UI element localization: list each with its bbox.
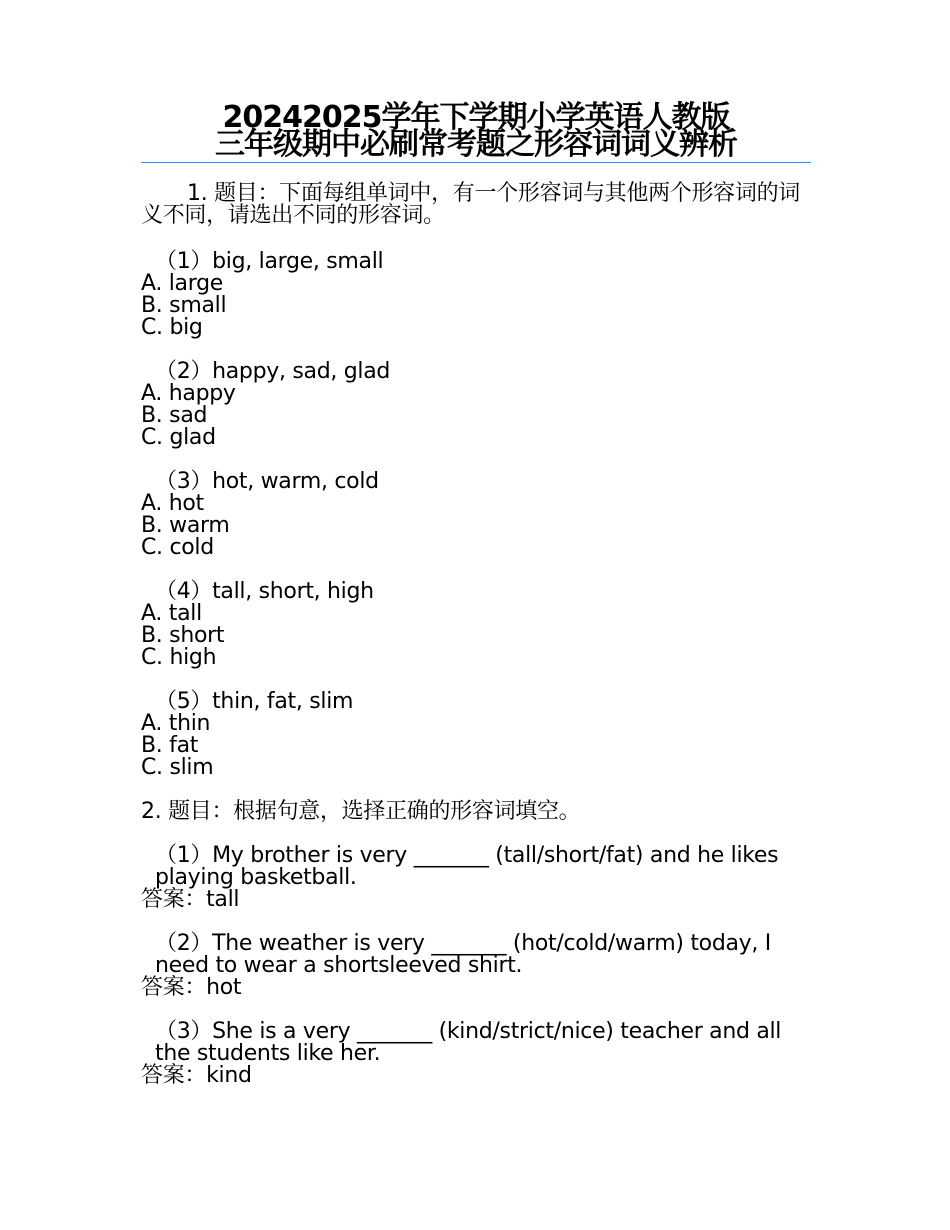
item-answer: 答案：tall bbox=[141, 887, 240, 912]
item-stem: （2）The weather is very _______ (hot/cold/warm) today, I need to wear a shortsleeved shirt. bbox=[155, 931, 771, 978]
question-1-item-1 bbox=[141, 251, 811, 339]
question-2-item-1 bbox=[141, 845, 811, 911]
item-stem: （2）happy, sad, glad bbox=[155, 359, 391, 384]
option-a: A. large bbox=[141, 271, 224, 296]
title-line-2: 三年级期中必刷常考题之形容词词义辨析 bbox=[215, 127, 737, 162]
question-2-intro: 2. 题目：根据句意，选择正确的形容词填空。 bbox=[141, 799, 581, 824]
question-1-item-5 bbox=[141, 691, 811, 779]
question-1-intro: 1. 题目：下面每组单词中，有一个形容词与其他两个形容词的词义不同，请选出不同的形容词。 bbox=[141, 181, 800, 228]
item-stem: （4）tall, short, high bbox=[155, 579, 374, 604]
question-1-item-4 bbox=[141, 581, 811, 669]
title-line-1: 20242025学年下学期小学英语人教版 bbox=[222, 100, 730, 135]
item-answer: 答案：hot bbox=[141, 975, 242, 1000]
item-stem: （3）She is a very _______ (kind/strict/nice) teacher and all the students like her. bbox=[155, 1019, 782, 1066]
item-stem: （3）hot, warm, cold bbox=[155, 469, 379, 494]
option-a: A. tall bbox=[141, 601, 202, 626]
question-2-item-3 bbox=[141, 1021, 811, 1087]
item-stem: （5）thin, fat, slim bbox=[155, 689, 354, 714]
item-stem: （1）big, large, small bbox=[155, 249, 384, 274]
document-page bbox=[141, 100, 811, 1109]
item-stem: （1）My brother is very _______ (tall/short/fat) and he likes playing basketball. bbox=[155, 843, 779, 890]
option-b: B. small bbox=[141, 293, 227, 318]
option-c: C. glad bbox=[141, 425, 216, 450]
option-c: C. high bbox=[141, 645, 217, 670]
option-a: A. happy bbox=[141, 381, 236, 406]
document-title bbox=[141, 100, 811, 162]
question-1-item-3 bbox=[141, 471, 811, 559]
option-c: C. big bbox=[141, 315, 203, 340]
question-1-item-2 bbox=[141, 361, 811, 449]
option-a: A. hot bbox=[141, 491, 204, 516]
option-c: C. slim bbox=[141, 755, 214, 780]
title-underline bbox=[141, 162, 811, 163]
option-a: A. thin bbox=[141, 711, 211, 736]
option-b: B. fat bbox=[141, 733, 199, 758]
option-b: B. sad bbox=[141, 403, 208, 428]
option-c: C. cold bbox=[141, 535, 214, 560]
option-b: B. warm bbox=[141, 513, 230, 538]
item-answer: 答案：kind bbox=[141, 1063, 252, 1088]
question-2-item-2 bbox=[141, 933, 811, 999]
option-b: B. short bbox=[141, 623, 225, 648]
